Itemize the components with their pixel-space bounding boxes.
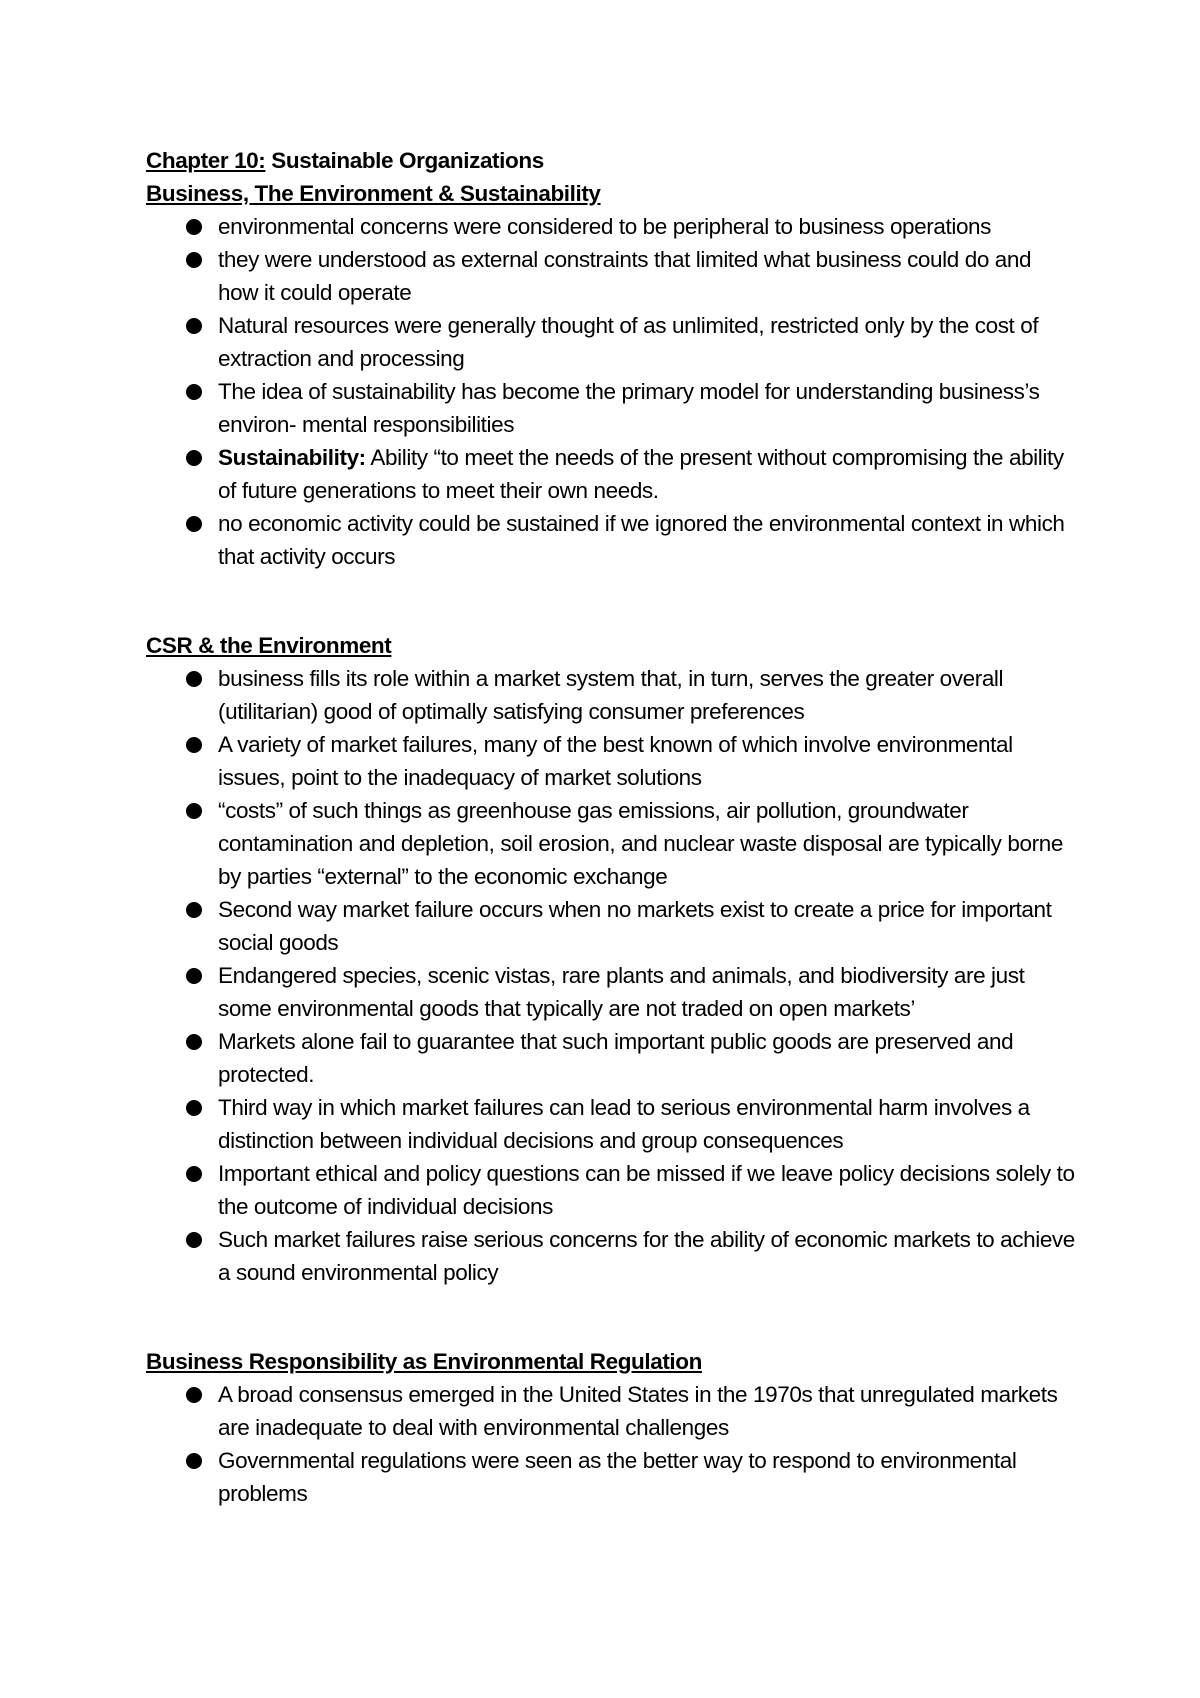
bullet-icon [186, 968, 202, 984]
list-item [146, 1223, 1076, 1289]
list-item-text: The idea of sustainability has become the primary model for understanding business’s environ- mental responsibilities [218, 379, 1040, 437]
list-item [146, 507, 1076, 573]
bullet-icon [186, 1387, 202, 1403]
bullet-icon [186, 219, 202, 235]
bullet-list [146, 1378, 1076, 1510]
bullet-icon [186, 671, 202, 687]
list-item [146, 959, 1076, 1025]
list-item [146, 728, 1076, 794]
list-item-text: Third way in which market failures can lead to serious environmental harm involves a distinction between individual decisions and group consequences [218, 1095, 1030, 1153]
list-item-text: they were understood as external constraints that limited what business could do and how it could operate [218, 247, 1032, 305]
bullet-icon [186, 318, 202, 334]
bullet-list [146, 662, 1076, 1289]
bullet-icon [186, 737, 202, 753]
list-item [146, 1444, 1076, 1510]
bullet-list [146, 210, 1076, 573]
section-heading: Business, The Environment & Sustainability [146, 181, 601, 206]
document-page [146, 144, 1076, 1510]
list-item [146, 441, 1076, 507]
bullet-icon [186, 803, 202, 819]
bullet-icon [186, 1232, 202, 1248]
list-item-text: A variety of market failures, many of the best known of which involve environmental issues, point to the inadequacy of market solutions [218, 732, 1013, 790]
bullet-icon [186, 1100, 202, 1116]
list-item-text: Governmental regulations were seen as the better way to respond to environmental problems [218, 1448, 1017, 1506]
bullet-icon [186, 1453, 202, 1469]
section-csr-environment [146, 629, 1076, 1289]
list-item-text: Markets alone fail to guarantee that such important public goods are preserved and protected. [218, 1029, 1014, 1087]
list-item [146, 210, 1076, 243]
list-item-text: Important ethical and policy questions can be missed if we leave policy decisions solely to the outcome of individual decisions [218, 1161, 1075, 1219]
list-item-text: Such market failures raise serious concerns for the ability of economic markets to achieve a sound environmental policy [218, 1227, 1075, 1285]
list-item [146, 375, 1076, 441]
bullet-icon [186, 252, 202, 268]
list-item-text: Endangered species, scenic vistas, rare plants and animals, and biodiversity are just some environmental goods that typically are not traded on open markets’ [218, 963, 1025, 1021]
section-heading: CSR & the Environment [146, 633, 392, 658]
list-item-text: “costs” of such things as greenhouse gas emissions, air pollution, groundwater contamination and depletion, soil erosion, and nuclear waste disposal are typically borne by parties “external” to the economic exchange [218, 798, 1063, 889]
list-item [146, 1157, 1076, 1223]
bullet-icon [186, 516, 202, 532]
list-item-text: A broad consensus emerged in the United States in the 1970s that unregulated markets are inadequate to deal with environmental challenges [218, 1382, 1058, 1440]
list-item-text: business fills its role within a market system that, in turn, serves the greater overall (utilitarian) good of optimally satisfying consumer preferences [218, 666, 1004, 724]
list-item-text: Second way market failure occurs when no markets exist to create a price for important social goods [218, 897, 1052, 955]
list-item [146, 1025, 1076, 1091]
list-item [146, 1378, 1076, 1444]
chapter-name: Sustainable Organizations [271, 148, 544, 173]
bullet-icon [186, 902, 202, 918]
list-item-text: no economic activity could be sustained if we ignored the environmental context in which that activity occurs [218, 511, 1065, 569]
bullet-icon [186, 1166, 202, 1182]
list-item [146, 1091, 1076, 1157]
section-heading: Business Responsibility as Environmental Regulation [146, 1349, 702, 1374]
list-item-text: Ability “to meet the needs of the present without compromising the ability of future generations to meet their own needs. [218, 445, 1064, 503]
bullet-icon [186, 450, 202, 466]
chapter-number: Chapter 10: [146, 148, 266, 173]
list-item-text: environmental concerns were considered to be peripheral to business operations [218, 214, 992, 239]
chapter-title [146, 144, 1076, 177]
list-item-text: Natural resources were generally thought of as unlimited, restricted only by the cost of extraction and processing [218, 313, 1039, 371]
list-item [146, 662, 1076, 728]
bullet-icon [186, 384, 202, 400]
section-sustainability [146, 177, 1076, 573]
list-item [146, 309, 1076, 375]
list-item [146, 243, 1076, 309]
list-item [146, 794, 1076, 893]
section-environmental-regulation [146, 1345, 1076, 1510]
term-label: Sustainability: [218, 445, 366, 470]
bullet-icon [186, 1034, 202, 1050]
list-item [146, 893, 1076, 959]
